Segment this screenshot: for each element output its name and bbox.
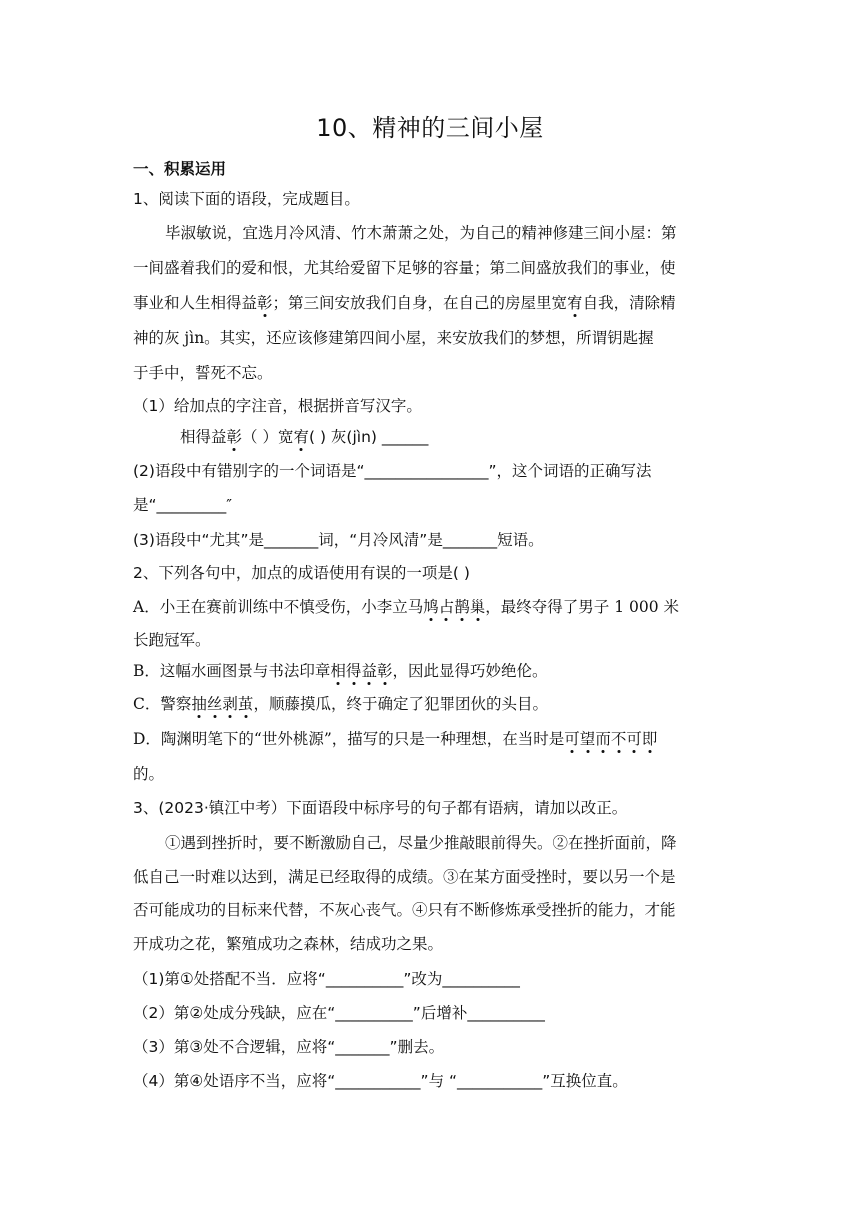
q3-passage-line-4: 开成功之花，繁殖成功之森林，结成功之果。 — [133, 935, 444, 953]
q1-passage-line-5: 于手中，誓死不忘。 — [133, 364, 273, 382]
text-segment: （ ）宽 — [242, 428, 294, 446]
dotted-char: 巢 — [469, 598, 486, 616]
dotted-char: 不 — [610, 730, 627, 748]
q1-passage-line-3 — [133, 292, 676, 314]
text-segment: 相得益 — [180, 428, 227, 446]
q1-sub1: （1）给加点的字注音，根据拼音写汉字。 — [133, 397, 422, 415]
text-segment: ，顺藤摸瓜，终于确定了犯罪团伙的头目。 — [253, 695, 548, 713]
dotted-char: 鹊 — [454, 598, 470, 616]
text-segment: C．警察 — [133, 695, 192, 713]
text-segment: ；第三间安放我们自身，在自己的房屋里宽 — [272, 294, 568, 312]
dotted-char: 宥 — [293, 428, 309, 446]
dotted-char: 占 — [438, 598, 455, 616]
dotted-char: 彰 — [257, 294, 273, 312]
q1-sub2-line-1: (2)语段中有错别字的一个词语是“________________”，这个词语的正确写法 — [133, 462, 652, 480]
dotted-char: 鸠 — [423, 598, 439, 616]
q1-passage-line-2: 一间盛着我们的爱和恨，尤其给爱留下足够的容量；第二间盛放我们的事业，使 — [133, 259, 676, 277]
q3-passage-line-3: 否可能成功的目标来代替，不灰心丧气。④只有不断修炼承受挫折的能力，才能 — [133, 901, 676, 919]
q1-sub1-fill — [180, 426, 428, 448]
q2-option-d-line-1 — [133, 728, 657, 750]
q3-sub3: （3）第③处不合逻辑，应将“_______”删去。 — [133, 1038, 445, 1056]
dotted-char: 剥 — [222, 695, 238, 713]
dotted-char: 茧 — [237, 695, 254, 713]
q2-option-a-line-1 — [133, 596, 679, 618]
dotted-char: 彰 — [226, 428, 243, 446]
text-segment: 自我，清除精 — [582, 294, 676, 312]
dotted-char: 望 — [579, 730, 596, 748]
q3-sub1: （1)第①处搭配不当．应将“__________”改为__________ — [133, 970, 520, 988]
text-segment: A．小王在赛前训练中不慎受伤，小李立马 — [133, 598, 424, 616]
dotted-char: 丝 — [206, 695, 223, 713]
dotted-char: 而 — [595, 730, 611, 748]
q1-passage-line-1: 毕淑敏说，宜选月冷风清、竹木萧萧之处，为自己的精神修建三间小屋：第 — [165, 224, 677, 242]
question-2-prompt: 2、下列各句中，加点的成语使用有误的一项是( ) — [133, 564, 470, 582]
dotted-char: 相 — [330, 662, 346, 680]
q1-sub3: (3)语段中“尤其”是_______词，“月冷风清”是_______短语。 — [133, 531, 544, 549]
q2-option-d-line-2: 的。 — [133, 765, 165, 783]
dotted-char: 得 — [345, 662, 362, 680]
q2-option-c — [133, 693, 548, 715]
text-segment: D．陶渊明笔下的“世外桃源”，描写的只是一种理想，在当时是 — [133, 730, 565, 748]
q1-sub2-line-2: 是“_________″ — [133, 496, 233, 514]
dotted-char: 彰 — [376, 662, 393, 680]
text-segment: B．这幅水画图景与书法印章 — [133, 662, 331, 680]
dotted-char: 可 — [626, 730, 642, 748]
page-title: 10、精神的三间小屋 — [316, 114, 544, 142]
dotted-char: 益 — [361, 662, 377, 680]
text-segment: ，因此显得巧妙绝伦。 — [392, 662, 548, 680]
text-segment: ( ) 灰(jìn) ______ — [308, 428, 429, 446]
q3-passage-line-1: ①遇到挫折时，要不断激励自己，尽量少推敲眼前得失。②在挫折面前，降 — [165, 834, 677, 852]
q3-sub2: （2）第②处成分残缺，应在“__________”后增补__________ — [133, 1004, 545, 1022]
dotted-char: 宥 — [567, 294, 583, 312]
q3-passage-line-2: 低自己一时难以达到，满足已经取得的成绩。③在某方面受挫时，要以另一个是 — [133, 868, 676, 886]
section-heading: 一、积累运用 — [133, 160, 227, 178]
q2-option-a-line-2: 长跑冠军。 — [133, 631, 211, 649]
q1-passage-line-4: 神的灰 jìn。其实，还应该修建第四间小屋，来安放我们的梦想，所谓钥匙握 — [133, 329, 654, 347]
text-segment: ，最终夺得了男子 1 000 米 — [485, 598, 679, 616]
question-1-prompt: 1、阅读下面的语段，完成题目。 — [133, 190, 360, 208]
q2-option-b — [133, 660, 547, 682]
dotted-char: 即 — [641, 730, 658, 748]
question-3-prompt: 3、(2023·镇江中考）下面语段中标序号的句子都有语病，请加以改正。 — [133, 799, 628, 817]
text-segment: 事业和人生相得益 — [133, 294, 258, 312]
q3-sub4: （4）第④处语序不当，应将“___________”与 “___________”互换位直。 — [133, 1072, 628, 1090]
dotted-char: 可 — [564, 730, 580, 748]
dotted-char: 抽 — [191, 695, 207, 713]
